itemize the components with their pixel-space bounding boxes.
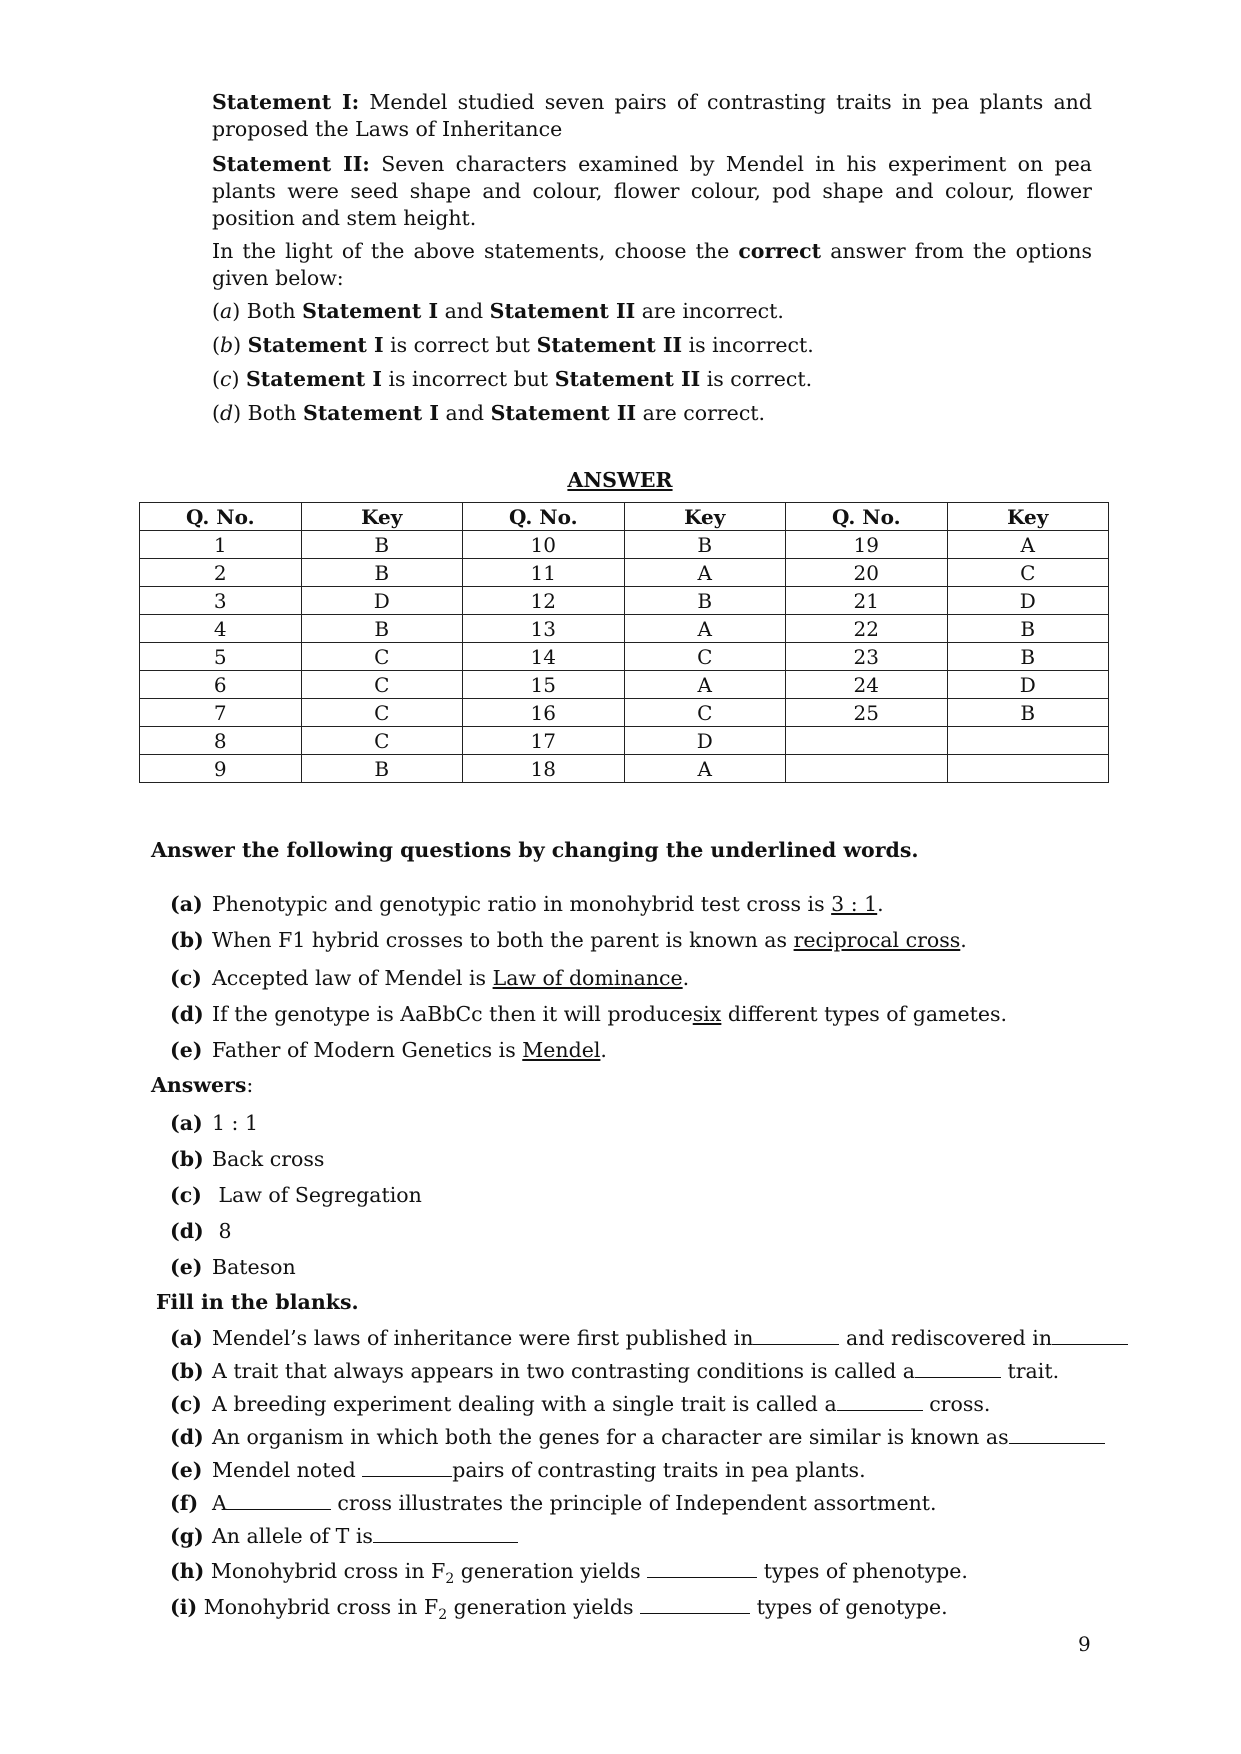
table-cell: B [947,699,1109,727]
blank-label: (d) [170,1425,204,1449]
blank-line [373,1524,518,1543]
table-cell: B [301,755,463,783]
blank-label: (e) [170,1458,203,1482]
table-cell: 6 [140,671,302,699]
table-row [140,559,1109,587]
table-cell: 2 [140,559,302,587]
table-cell: 21 [786,587,948,615]
answer-text: Back cross [212,1147,325,1171]
table-row [140,755,1109,783]
answer-title: ANSWER [567,468,673,492]
statement-1-text: Mendel studied seven pairs of contrasting traits in pea plants and proposed the Laws of Inheritance [212,90,1092,141]
table-row [140,699,1109,727]
table-cell: A [624,671,786,699]
blank-label: (c) [170,1392,202,1416]
table-row [140,671,1109,699]
blank-text: Monohybrid cross in F [210,1559,446,1583]
blank-line [753,1326,839,1345]
blank-text: A breeding experiment dealing with a single trait is called a [212,1392,837,1416]
option-statement: Statement II [489,299,636,323]
table-row [140,727,1109,755]
answers-heading-text: Answers [151,1073,247,1097]
question-a [170,891,884,918]
blank-h [170,1558,968,1593]
option-d: (d) Both Statement I and Statement II are correct. [212,401,766,425]
question-text: When F1 hybrid crosses to both the parent is known as [212,928,788,952]
blank-text: types of phenotype. [763,1559,968,1583]
table-cell: 25 [786,699,948,727]
option-statement: Statement II [536,333,683,357]
option-text: Both [246,299,296,323]
option-text: is correct. [706,367,813,391]
table-cell [786,727,948,755]
blank-text: An allele of T is [212,1524,373,1548]
blank-line [837,1392,923,1411]
question-text-end: . [960,928,967,952]
question-c [170,965,689,992]
header-key: Key [301,503,463,531]
subscript: 2 [438,1607,448,1624]
option-text: and [444,299,484,323]
question-b [170,927,967,954]
header-key: Key [947,503,1109,531]
option-text: and [445,401,485,425]
answer-label: (c) [170,1183,202,1207]
question-text-end: different types of gametes. [727,1002,1008,1026]
blank-text: Monohybrid cross in F [203,1595,439,1619]
blank-text: generation yields [453,1595,634,1619]
blank-line [1052,1326,1128,1345]
answer-e [170,1254,296,1281]
blank-line [227,1491,331,1510]
question-text: Father of Modern Genetics is [212,1038,516,1062]
underlined-word: reciprocal cross [793,928,961,952]
answer-table [139,502,1109,783]
table-cell: C [301,643,463,671]
answer-text: Bateson [212,1255,296,1279]
blank-b [170,1358,1059,1385]
answer-label: (d) [170,1219,204,1243]
table-cell: B [947,615,1109,643]
table-cell: 13 [463,615,625,643]
table-cell: D [947,587,1109,615]
table-row [140,587,1109,615]
table-cell: 22 [786,615,948,643]
blank-g [170,1523,518,1550]
instruction-post: answer from the options given below: [212,239,1092,290]
question-text-end: . [600,1038,607,1062]
table-row [140,643,1109,671]
table-cell: 4 [140,615,302,643]
question-text: Phenotypic and genotypic ratio in monohybrid test cross is [212,892,825,916]
answer-text: Law of Segregation [218,1183,422,1207]
page-number: 9 [1078,1632,1091,1656]
underlined-word: Law of dominance [492,966,683,990]
instruction [212,238,1092,292]
answer-label: (e) [170,1255,203,1279]
option-letter: a [220,299,233,323]
answers-heading-colon: : [246,1073,254,1097]
question-d [170,1001,1007,1028]
table-cell: A [624,615,786,643]
statement-2-label: Statement II: [212,152,370,176]
table-cell [947,727,1109,755]
blank-text: An organism in which both the genes for a character are similar is known as [212,1425,1009,1449]
question-label: (a) [170,892,203,916]
blank-text: generation yields [460,1559,641,1583]
table-cell: B [301,615,463,643]
table-cell: 20 [786,559,948,587]
answer-a [170,1110,258,1137]
table-cell: C [301,671,463,699]
table-cell [947,755,1109,783]
blank-label: (a) [170,1326,203,1350]
table-cell: 10 [463,531,625,559]
table-cell: D [624,727,786,755]
table-cell: B [301,531,463,559]
answer-table-header [140,503,1109,531]
blank-text: types of genotype. [756,1595,948,1619]
header-qno: Q. No. [463,503,625,531]
underlined-word: six [692,1002,722,1026]
option-text: are incorrect. [641,299,784,323]
table-cell: 5 [140,643,302,671]
option-letter: c [220,367,232,391]
statement-1 [212,89,1092,143]
table-cell: C [301,727,463,755]
table-cell: B [624,587,786,615]
answer-text: 8 [218,1219,232,1243]
blank-text: and rediscovered in [845,1326,1053,1350]
table-cell: A [947,531,1109,559]
table-cell: 24 [786,671,948,699]
table-cell: 7 [140,699,302,727]
question-text-end: . [877,892,884,916]
option-text: are correct. [642,401,766,425]
blank-f [170,1490,937,1517]
question-label: (c) [170,966,202,990]
answer-b [170,1146,324,1173]
blank-label: (g) [170,1524,204,1548]
option-letter: b [220,333,234,357]
header-qno: Q. No. [140,503,302,531]
blank-text: trait. [1007,1359,1060,1383]
table-cell: D [301,587,463,615]
instruction-bold: correct [738,239,822,263]
instruction-pre: In the light of the above statements, choose the [212,239,730,263]
blank-label: (b) [170,1359,204,1383]
answer-d [170,1218,232,1245]
table-cell: 19 [786,531,948,559]
blank-d [170,1424,1105,1451]
blank-e [170,1457,866,1484]
blank-line [915,1359,1001,1378]
table-cell: A [624,559,786,587]
question-e [170,1037,607,1064]
blank-text: A [212,1491,227,1515]
question-text: Accepted law of Mendel is [212,966,487,990]
table-cell [786,755,948,783]
blank-text: A trait that always appears in two contrasting conditions is called a [212,1359,915,1383]
table-cell: 3 [140,587,302,615]
table-cell: 8 [140,727,302,755]
blank-label: (i) [170,1595,198,1619]
table-cell: C [947,559,1109,587]
answer-label: (b) [170,1147,204,1171]
table-cell: D [947,671,1109,699]
table-row [140,615,1109,643]
blank-label: (f) [170,1491,199,1515]
option-statement: Statement II [490,401,637,425]
table-row [140,531,1109,559]
table-cell: 1 [140,531,302,559]
underlined-word: 3 : 1 [831,892,878,916]
blank-text: Mendel noted [212,1458,356,1482]
option-statement: Statement I [246,367,382,391]
blank-i [170,1594,948,1629]
option-text: is correct but [390,333,531,357]
option-statement: Statement I [302,299,439,323]
table-cell: B [301,559,463,587]
table-cell: B [624,531,786,559]
blank-line [362,1458,452,1477]
blank-text: cross. [929,1392,991,1416]
question-label: (b) [170,928,204,952]
table-cell: 9 [140,755,302,783]
option-text: Both [247,401,297,425]
blank-line [640,1595,750,1614]
option-statement: Statement II [554,367,701,391]
option-b: (b) Statement I is correct but Statement II is incorrect. [212,333,814,357]
table-cell: C [301,699,463,727]
table-cell: 14 [463,643,625,671]
blank-label: (h) [170,1559,205,1583]
blank-text: cross illustrates the principle of Independent assortment. [337,1491,937,1515]
table-cell: 11 [463,559,625,587]
table-cell: 15 [463,671,625,699]
subscript: 2 [445,1571,455,1588]
section-heading-change-underlined: Answer the following questions by changing the underlined words. [151,838,919,862]
answer-label: (a) [170,1111,203,1135]
table-cell: B [947,643,1109,671]
section-heading-fill-blanks: Fill in the blanks. [156,1290,359,1314]
question-text: If the genotype is AaBbCc then it will produce [212,1002,693,1026]
answer-c [170,1182,422,1209]
underlined-word: Mendel [522,1038,601,1062]
table-cell: C [624,699,786,727]
option-text: is incorrect but [388,367,549,391]
question-text-end: . [682,966,690,990]
blank-line [1009,1425,1105,1444]
table-cell: 17 [463,727,625,755]
table-cell: C [624,643,786,671]
question-label: (e) [170,1038,203,1062]
table-cell: 16 [463,699,625,727]
option-text: is incorrect. [688,333,814,357]
statement-1-label: Statement I: [212,90,360,114]
table-cell: A [624,755,786,783]
blank-c [170,1391,990,1418]
table-cell: 23 [786,643,948,671]
blank-line [647,1559,757,1578]
option-a: (a) Both Statement I and Statement II are incorrect. [212,299,784,323]
option-statement: Statement I [303,401,439,425]
answer-text: 1 : 1 [212,1111,259,1135]
answers-heading [151,1073,253,1097]
table-cell: 12 [463,587,625,615]
blank-text: Mendel’s laws of inheritance were first published in [212,1326,754,1350]
blank-a [170,1325,1128,1352]
option-statement: Statement I [247,333,384,357]
statement-2-text: Seven characters examined by Mendel in his experiment on pea plants were seed shape and colour, flower colour, pod shape and colour, flower position and stem height. [212,152,1093,230]
header-key: Key [624,503,786,531]
option-c: (c) Statement I is incorrect but Statement II is correct. [212,367,813,391]
question-label: (d) [170,1002,204,1026]
header-qno: Q. No. [786,503,948,531]
statement-2 [212,151,1092,232]
table-cell: 18 [463,755,625,783]
blank-text: pairs of contrasting traits in pea plants. [452,1458,866,1482]
option-letter: d [220,401,234,425]
